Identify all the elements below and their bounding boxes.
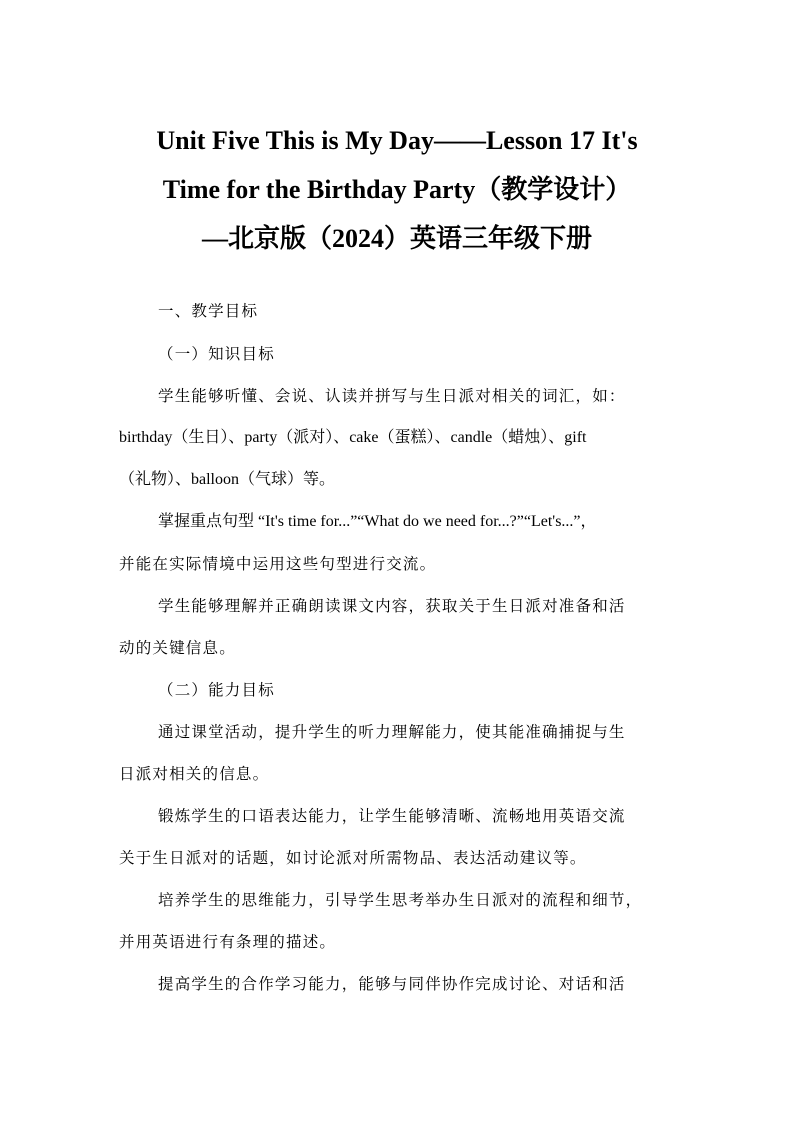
subsection-heading-ability: （二）能力目标 [158, 681, 275, 699]
knowledge-paragraph-1-line-3: （礼物）、balloon（气球）等。 [119, 471, 335, 488]
section-heading-goals: 一、教学目标 [158, 302, 259, 320]
knowledge-paragraph-2-line-2: 并能在实际情境中运用这些句型进行交流。 [119, 555, 437, 573]
ability-paragraph-3-line-2: 并用英语进行有条理的描述。 [119, 933, 337, 951]
knowledge-paragraph-2-line-1: 掌握重点句型 “It's time for...”“What do we need for...?”“Let's...”， [158, 513, 597, 530]
ability-paragraph-2-line-2: 关于生日派对的话题，如讨论派对所需物品、表达活动建议等。 [119, 849, 587, 867]
knowledge-paragraph-3-line-1: 学生能够理解并正确朗读课文内容，获取关于生日派对准备和活 [158, 597, 626, 615]
document-title-line-1: Unit Five This is My Day——Lesson 17 It's [156, 126, 638, 155]
subsection-heading-knowledge: （一）知识目标 [158, 345, 275, 363]
ability-paragraph-1-line-1: 通过课堂活动，提升学生的听力理解能力，使其能准确捕捉与生 [158, 723, 626, 741]
knowledge-paragraph-1-line-2: birthday（生日）、party（派对）、cake（蛋糕）、candle（蜡烛）、gift [119, 429, 587, 446]
document-title-line-2: Time for the Birthday Party（教学设计） [162, 175, 632, 204]
ability-paragraph-3-line-1: 培养学生的思维能力，引导学生思考举办生日派对的流程和细节， [158, 891, 643, 909]
document-title-line-3: —北京版（2024）英语三年级下册 [201, 224, 592, 253]
knowledge-paragraph-1-line-1: 学生能够听懂、会说、认读并拼写与生日派对相关的词汇，如： [158, 387, 626, 405]
ability-paragraph-2-line-1: 锻炼学生的口语表达能力，让学生能够清晰、流畅地用英语交流 [158, 807, 626, 825]
knowledge-paragraph-3-line-2: 动的关键信息。 [119, 639, 236, 657]
ability-paragraph-4-line-1: 提高学生的合作学习能力，能够与同伴协作完成讨论、对话和活 [158, 975, 626, 993]
ability-paragraph-1-line-2: 日派对相关的信息。 [119, 765, 270, 783]
